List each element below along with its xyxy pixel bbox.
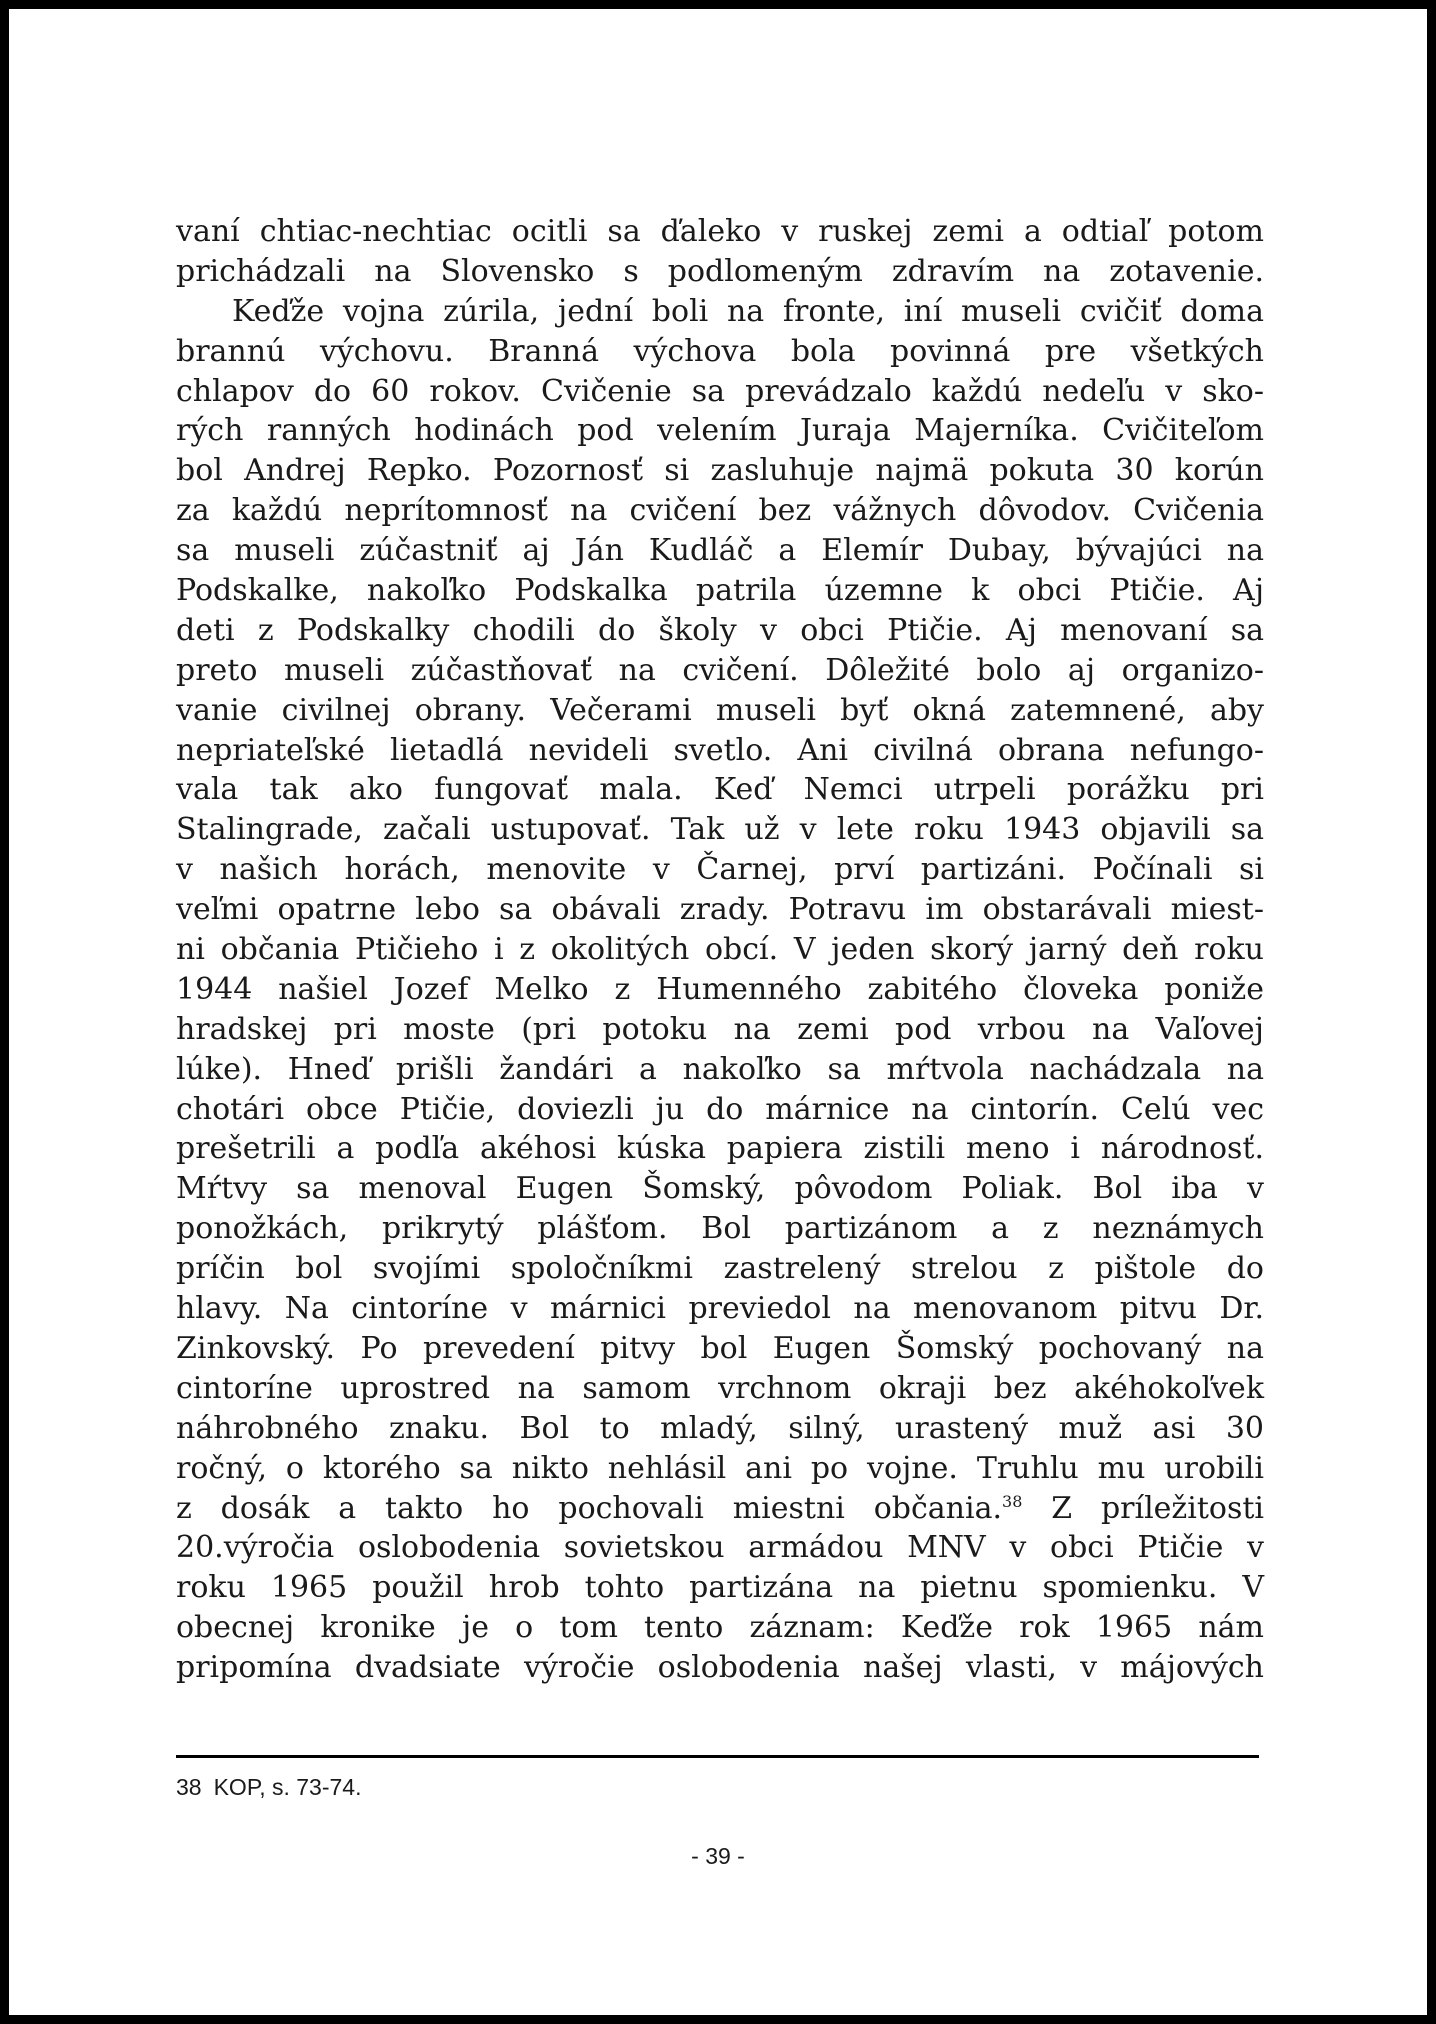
text-line: 1944 našiel Jozef Melko z Humenného zabitého človeka poniže — [176, 971, 1264, 1007]
text-line: ročný, o ktorého sa nikto nehlásil ani po vojne. Truhlu mu urobili — [176, 1450, 1264, 1486]
text-line: príčin bol svojími spoločníkmi zastrelený strelou z pištole do — [176, 1251, 1264, 1287]
text-line: cintoríne uprostred na samom vrchnom okraji bez akéhokoľvek — [176, 1370, 1264, 1406]
text-line: hlavy. Na cintoríne v márnici previedol na menovanom pitvu Dr. — [176, 1291, 1264, 1327]
footnote — [176, 1774, 361, 1801]
text-line: 20.výročia oslobodenia sovietskou armádou MNV v obci Ptičie v — [176, 1530, 1264, 1566]
footnote-divider — [176, 1755, 1259, 1758]
text-line: obecnej kronike je o tom tento záznam: Keďže rok 1965 nám — [176, 1610, 1264, 1646]
text-line: brannú výchovu. Branná výchova bola povinná pre všetkých — [176, 333, 1264, 369]
text-line: vanie civilnej obrany. Večerami museli byť okná zatemnené, aby — [176, 692, 1264, 728]
text-line: ponožkách, prikrytý plášťom. Bol partizánom a z neznámych — [176, 1211, 1264, 1247]
text-line: Keďže vojna zúrila, jední boli na fronte, iní museli cvičiť doma — [232, 293, 1264, 329]
footnote-number: 38 — [176, 1774, 202, 1800]
footnote-reference[interactable]: 38 — [1002, 1491, 1023, 1511]
text-line: preto museli zúčastňovať na cvičení. Dôležité bolo aj organizo- — [176, 652, 1264, 688]
text-line: roku 1965 použil hrob tohto partizána na pietnu spomienku. V — [176, 1570, 1264, 1606]
text-line: rých ranných hodinách pod velením Juraja Majerníka. Cvičiteľom — [176, 413, 1264, 449]
text-fragment: Z príležitosti — [1022, 1490, 1264, 1526]
text-line: vala tak ako fungovať mala. Keď Nemci utrpeli porážku pri — [176, 772, 1264, 808]
text-line: Podskalke, nakoľko Podskalka patrila územne k obci Ptičie. Aj — [176, 573, 1264, 609]
text-line: lúke). Hneď prišli žandári a nakoľko sa mŕtvola nachádzala na — [176, 1051, 1264, 1087]
text-line: chlapov do 60 rokov. Cvičenie sa prevádzalo každú nedeľu v sko- — [176, 373, 1264, 409]
text-line: v našich horách, menovite v Čarnej, prví partizáni. Počínali si — [176, 852, 1264, 888]
text-line-with-footnote-ref — [176, 1489, 1264, 1529]
text-line: chotári obce Ptičie, doviezli ju do márnice na cintorín. Celú vec — [176, 1091, 1264, 1127]
page-number: - 39 - — [691, 1843, 745, 1869]
text-line: nepriateľské lietadlá nevideli svetlo. Ani civilná obrana nefungo- — [176, 732, 1264, 768]
text-line: vaní chtiac-nechtiac ocitli sa ďaleko v ruskej zemi a odtiaľ potom — [176, 214, 1264, 249]
text-line: za každú neprítomnosť na cvičení bez vážnych dôvodov. Cvičenia — [176, 493, 1264, 529]
text-line: sa museli zúčastniť aj Ján Kudláč a Elemír Dubay, bývajúci na — [176, 533, 1264, 569]
text-line: hradskej pri moste (pri potoku na zemi pod vrbou na Vaľovej — [176, 1011, 1264, 1047]
text-line: prešetrili a podľa akéhosi kúska papiera zistili meno i národnosť. — [176, 1131, 1264, 1167]
text-line: pripomína dvadsiate výročie oslobodenia našej vlasti, v májových — [176, 1650, 1264, 1686]
footnote-text: KOP, s. 73-74. — [213, 1774, 362, 1800]
body-text — [176, 212, 1264, 1688]
text-line: ni občania Ptičieho i z okolitých obcí. V jeden skorý jarný deň roku — [176, 932, 1264, 968]
text-line: deti z Podskalky chodili do školy v obci Ptičie. Aj menovaní sa — [176, 612, 1264, 648]
text-line: Stalingrade, začali ustupovať. Tak už v lete roku 1943 objavili sa — [176, 812, 1264, 848]
text-line: náhrobného znaku. Bol to mladý, silný, urastený muž asi 30 — [176, 1410, 1264, 1446]
text-line: prichádzali na Slovensko s podlomeným zdravím na zotavenie. — [176, 253, 1264, 289]
text-fragment: z dosák a takto ho pochovali miestni občania. — [176, 1490, 1003, 1526]
text-line: Zinkovský. Po prevedení pitvy bol Eugen Šomský pochovaný na — [176, 1330, 1264, 1366]
text-line: veľmi opatrne lebo sa obávali zrady. Potravu im obstarávali miest- — [176, 892, 1264, 928]
text-line: Mŕtvy sa menoval Eugen Šomský, pôvodom Poliak. Bol iba v — [176, 1171, 1264, 1207]
text-line: bol Andrej Repko. Pozornosť si zasluhuje najmä pokuta 30 korún — [176, 453, 1264, 489]
